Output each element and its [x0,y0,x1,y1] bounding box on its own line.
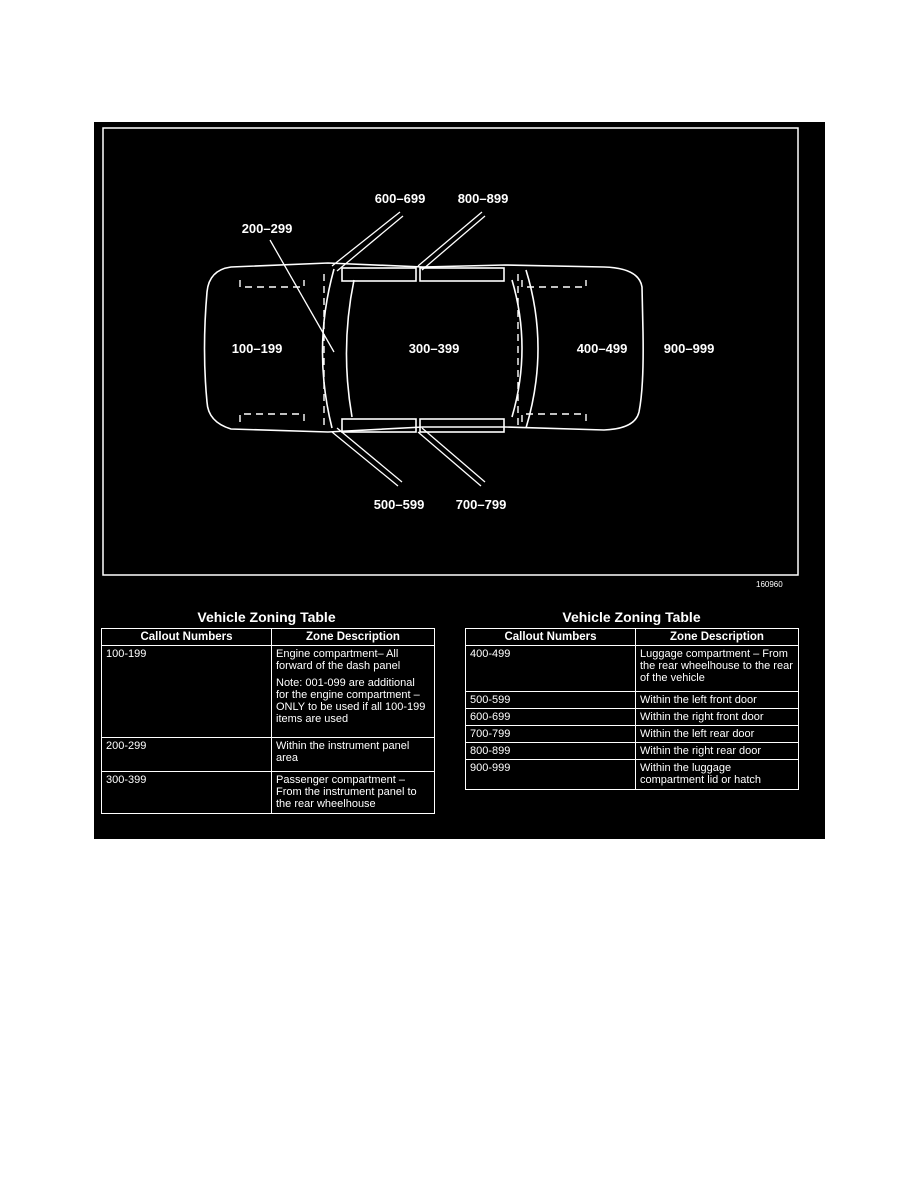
table-row [466,743,799,760]
zone-label-engine: 100–199 [231,341,283,356]
table-row [102,772,435,814]
description-cell: Within the left front door [636,692,799,709]
table-row [466,726,799,743]
callout-cell: 700-799 [466,726,636,743]
column-header-description: Zone Description [272,629,435,646]
vehicle-top-view-diagram [94,122,825,592]
windshield-inner [346,280,354,417]
description-cell: Within the luggage compartment lid or hatch [636,760,799,790]
callout-cell: 400-499 [466,646,636,692]
description-cell: Passenger compartment – From the instrument panel to the rear wheelhouse [272,772,435,814]
table-row [466,646,799,692]
callout-cell: 600-699 [466,709,636,726]
description-cell [272,646,435,738]
zone-label-left-front-door: 500–599 [373,497,425,512]
left-rear-door-panel [420,419,504,432]
callout-cell: 200-299 [102,738,272,772]
description-cell: Within the instrument panel area [272,738,435,772]
description-cell: Within the right rear door [636,743,799,760]
description-note: Note: 001-099 are additional for the engine compartment – ONLY to be used if all 100-199 items are used [276,677,426,725]
zone-label-luggage: 400–499 [576,341,628,356]
figure-id: 160960 [756,580,783,589]
callout-cell: 300-399 [102,772,272,814]
callout-cell: 800-899 [466,743,636,760]
table-row [466,760,799,790]
table-header-row [102,629,435,646]
column-header-description: Zone Description [636,629,799,646]
column-header-callout: Callout Numbers [102,629,272,646]
callout-cell: 100-199 [102,646,272,738]
description-cell: Within the right front door [636,709,799,726]
zone-label-instrument: 200–299 [241,221,293,236]
rear-window-outer [526,270,538,428]
zone-label-left-rear-door: 700–799 [455,497,507,512]
right-table-title: Vehicle Zoning Table [562,609,701,625]
zone-label-passenger: 300–399 [408,341,460,356]
table-row [102,646,435,738]
rear-window-inner [512,280,522,417]
callout-cell: 500-599 [466,692,636,709]
right-front-door-panel [342,268,416,281]
zone-label-right-rear-door: 800–899 [457,191,509,206]
table-row [466,692,799,709]
vehicle-zoning-figure [94,122,825,839]
zone-label-lid: 900–999 [663,341,715,356]
table-row [102,738,435,772]
column-header-callout: Callout Numbers [466,629,636,646]
table-row [466,709,799,726]
zone-label-right-front-door: 600–699 [374,191,426,206]
description-cell: Within the left rear door [636,726,799,743]
right-zoning-table [465,628,799,790]
right-rear-door-panel [420,268,504,281]
callout-cell: 900-999 [466,760,636,790]
description-cell: Luggage compartment – From the rear wheelhouse to the rear of the vehicle [636,646,799,692]
left-table-title: Vehicle Zoning Table [197,609,336,625]
table-header-row [466,629,799,646]
description-text: Engine compartment– All forward of the dash panel [276,648,401,672]
left-zoning-table [101,628,435,814]
